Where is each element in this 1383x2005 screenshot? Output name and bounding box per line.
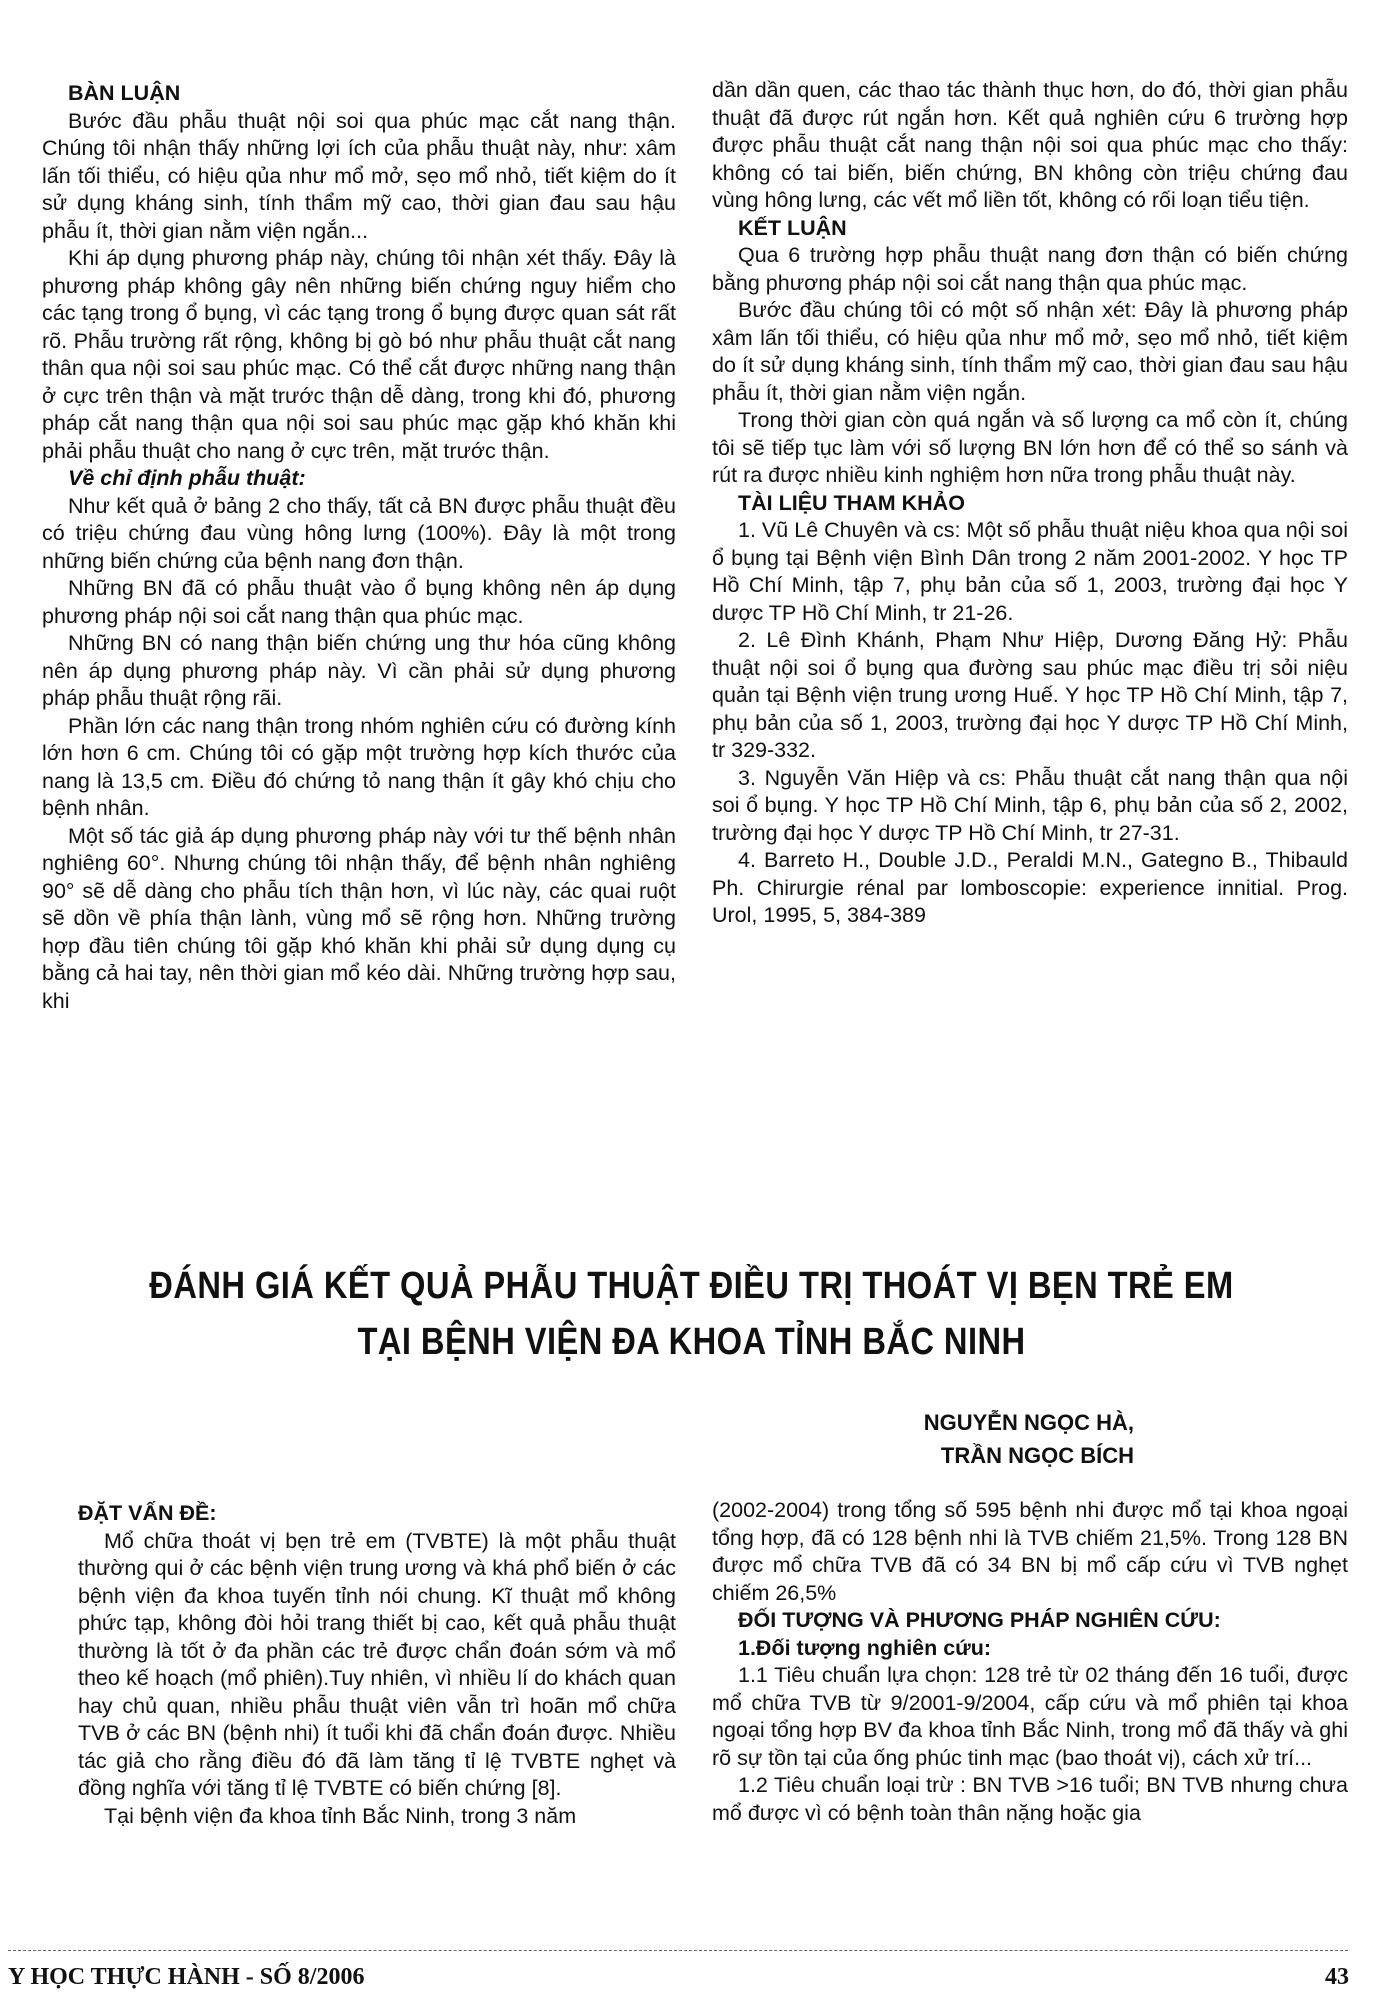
paragraph: Qua 6 trường hợp phẫu thuật nang đơn thận có biến chứng bằng phương pháp nội soi cắt nang thận qua phúc mạc. <box>712 243 1348 295</box>
paragraph: Mổ chữa thoát vị bẹn trẻ em (TVBTE) là một phẫu thuật thường qui ở các bệnh viện trung ương và khá phổ biến ở các bệnh viện đa khoa tuyến tỉnh nói chung. Kĩ thuật mổ không phức tạp, không đòi hỏi trang thiết bị cao, kết quả phẫu thuật thường là tốt ở đa phần các trẻ được chẩn đoán sớm và mổ theo kế hoạch (mổ phiên).Tuy nhiên, vì nhiều lí do khách quan hay chủ quan, nhiều phẫu thuật viên vẫn trì hoãn mổ chữa TVB ở các BN (bệnh nhi) ít tuổi khi đã chẩn đoán được. Nhiều tác giả cho rằng điều đó đã làm tăng tỉ lệ TVBTE nghẹt và đồng nghĩa với tăng tỉ lệ TVBTE có biến chứng [8]. <box>78 1528 676 1800</box>
paragraph: Khi áp dụng phương pháp này, chúng tôi nhận xét thấy. Đây là phương pháp không gây nên những biến chứng nguy hiểm cho các tạng trong ổ bụng, vì các tạng trong ổ bụng được quan sát rất rõ. Phẫu trường rất rộng, không bị gò bó như phẫu thuật cắt nang thân qua nội soi sau phúc mạc. Có thể cắt được những nang thận ở cực trên thận và mặt trước thận dễ dàng, trong khi đó, phương pháp cắt nang thận qua nội soi sau phúc mạc gặp khó khăn khi phải phẫu thuật cho nang ở cực trên, mặt trước thận. <box>42 246 676 463</box>
footer-journal-name: Y HỌC THỰC HÀNH - SỐ 8/2006 <box>8 1964 365 1990</box>
article1-left-column <box>42 80 676 1015</box>
reference-item: 4. Barreto H., Double J.D., Peraldi M.N., Gategno B., Thibauld Ph. Chirurgie rénal par lomboscopie: experience innitial. Prog. Urol, 1995, 5, 384-389 <box>712 848 1348 927</box>
paragraph: (2002-2004) trong tổng số 595 bệnh nhi được mổ tại khoa ngoại tổng hợp, đã có 128 bệnh nhi là TVB chiếm 21,5%. Trong 128 BN được mổ chữa TVB đã có 34 BN bị mổ cấp cứu vì TVB nghẹt chiếm 26,5% <box>712 1498 1348 1605</box>
footer-divider <box>8 1950 1348 1951</box>
author-name: TRẦN NGỌC BÍCH <box>940 1443 1134 1468</box>
paragraph: Như kết quả ở bảng 2 cho thấy, tất cả BN được phẫu thuật đều có triệu chứng đau vùng hông lưng (100%). Đây là một trong những biến chứng của bệnh nang đơn thận. <box>42 493 676 573</box>
section-heading-discussion: BÀN LUẬN <box>68 81 181 105</box>
reference-item: 1. Vũ Lê Chuyên và cs: Một số phẫu thuật niệu khoa qua nội soi ổ bụng tại Bệnh viện Bình Dân trong 2 năm 2001-2002. Y học TP Hồ Chí Minh, tập 7, phụ bản của số 1, 2003, trường đại học Y dược TP Hồ Chí Minh, tr 21-26. <box>712 518 1348 625</box>
article1-right-column <box>712 77 1348 930</box>
paragraph: 1.1 Tiêu chuẩn lựa chọn: 128 trẻ từ 02 tháng đến 16 tuổi, được mổ chữa TVB từ 9/2001-9/2004, cấp cứu và mổ phiên tại khoa ngoại tổng hợp BV đa khoa tỉnh Bắc Ninh, trong mổ đã thấy và ghi rõ sự tồn tại của ống phúc tinh mạc (bao thoát vị), cách xử trí... <box>712 1663 1348 1770</box>
section-heading-references: TÀI LIỆU THAM KHẢO <box>738 490 965 515</box>
section-heading-conclusion: KẾT LUẬN <box>738 215 847 240</box>
paragraph: Bước đầu phẫu thuật nội soi qua phúc mạc cắt nang thận. Chúng tôi nhận thấy những lợi ích của phẫu thuật này, như: xâm lấn tối thiểu, có hiệu qủa như mổ mở, sẹo mổ nhỏ, tiết kiệm do ít sử dụng kháng sinh, tính thẩm mỹ cao, thời gian đau sau hậu phẫu ít, thời gian nằm viện ngắn... <box>42 108 676 243</box>
subheading-indication: Về chỉ định phẫu thuật: <box>68 466 306 490</box>
paragraph: 1.2 Tiêu chuẩn loại trừ : BN TVB >16 tuổi; BN TVB nhưng chưa mổ được vì có bệnh toàn thân nặng hoặc gia <box>712 1773 1348 1825</box>
paragraph: Phần lớn các nang thận trong nhóm nghiên cứu có đường kính lớn hơn 6 cm. Chúng tôi có gặp một trường hợp kích thước của nang là 13,5 cm. Điều đó chứng tỏ nang thận ít gây khó chịu cho bệnh nhân. <box>42 713 676 820</box>
paragraph: Tại bệnh viện đa khoa tỉnh Bắc Ninh, trong 3 năm <box>104 1803 577 1828</box>
paragraph: Những BN có nang thận biến chứng ung thư hóa cũng không nên áp dụng phương pháp này. Vì cần phải sử dụng phương pháp phẫu thuật rộng rãi. <box>42 631 676 710</box>
paragraph: Những BN đã có phẫu thuật vào ổ bụng không nên áp dụng phương pháp nội soi cắt nang thận qua phúc mạc. <box>42 576 676 628</box>
section-heading-introduction: ĐẶT VẤN ĐỀ: <box>78 1501 217 1525</box>
paragraph: Một số tác giả áp dụng phương pháp này với tư thế bệnh nhân nghiêng 60°. Nhưng chúng tôi nhận thấy, để bệnh nhân nghiêng 90° sẽ dễ dàng cho phẫu tích thận hơn, vì lúc này, các quai ruột sẽ dồn về phía thận lành, vùng mổ sẽ rộng hơn. Những trường hợp đầu tiên chúng tôi gặp khó khăn khi phải sử dụng dụng cụ bằng cả hai tay, nên thời gian mổ kéo dài. Những trường hợp sau, khi <box>42 823 676 1013</box>
article2-left-column <box>78 1500 676 1830</box>
paragraph: dần dần quen, các thao tác thành thục hơn, do đó, thời gian phẫu thuật đã được rút ngắn hơn. Kết quả nghiên cứu 6 trường hợp được phẫu thuật cắt nang thận nội soi qua phúc mạc cho thấy: không có tai biến, biến chứng, BN không còn triệu chứng đau vùng hông lưng, các vết mổ liền tốt, không có rối loạn tiểu tiện. <box>712 78 1348 212</box>
page-number: 43 <box>1325 1964 1349 1990</box>
article2-right-column <box>712 1497 1348 1827</box>
subheading-subjects: 1.Đối tượng nghiên cứu: <box>738 1635 992 1660</box>
section-heading-methods: ĐỐI TƯỢNG VÀ PHƯƠNG PHÁP NGHIÊN CỨU: <box>738 1608 1221 1632</box>
paragraph: Bước đầu chúng tôi có một số nhận xét: Đây là phương pháp xâm lấn tối thiểu, có hiệu qủa như mổ mở, sẹo mổ nhỏ, tiết kiệm do ít sử dụng kháng sinh, tính thẩm mỹ cao, thời gian đau sau hậu phẫu ít, thời gian nằm viện ngắn. <box>712 298 1348 405</box>
reference-item: 2. Lê Đình Khánh, Phạm Như Hiệp, Dương Đăng Hỷ: Phẫu thuật nội soi ổ bụng qua đường sau phúc mạc điều trị sỏi niệu quản tại Bệnh viện trung ương Huế. Y học TP Hồ Chí Minh, tập 7, phụ bản của số 1, 2003, trường đại học Y dược TP Hồ Chí Minh, tr 329-332. <box>712 628 1348 762</box>
reference-item: 3. Nguyễn Văn Hiệp và cs: Phẫu thuật cắt nang thận qua nội soi ổ bụng. Y học TP Hồ Chí Minh, tập 6, phụ bản của số 2, 2002, trường đại học Y dược TP Hồ Chí Minh, tr 27-31. <box>712 765 1348 845</box>
article2-title-line2: TẠI BỆNH VIỆN ĐA KHOA TỈNH BẮC NINH <box>357 1321 1026 1363</box>
article2-title <box>97 1258 1286 1370</box>
author-name: NGUYỄN NGỌC HÀ, <box>923 1410 1134 1435</box>
paragraph: Trong thời gian còn quá ngắn và số lượng ca mổ còn ít, chúng tôi sẽ tiếp tục làm với số lượng BN lớn hơn để có thể so sánh và rút ra được nhiều kinh nghiệm hơn nữa trong phẫu thuật này. <box>712 408 1348 487</box>
article2-authors <box>924 1406 1134 1472</box>
article2-title-line1: ĐÁNH GIÁ KẾT QUẢ PHẪU THUẬT ĐIỀU TRỊ THOÁT VỊ BẸN TRẺ EM <box>149 1265 1234 1307</box>
